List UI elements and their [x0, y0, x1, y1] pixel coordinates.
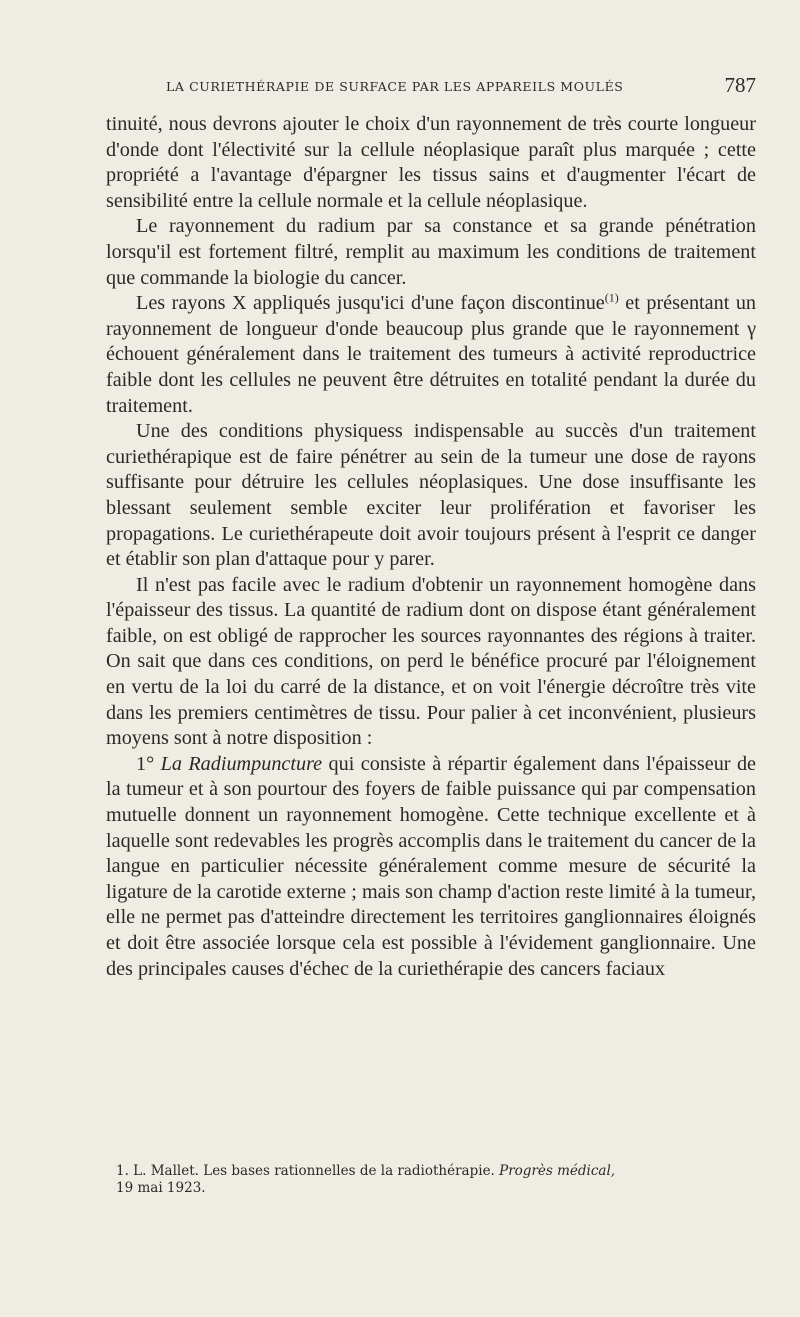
list-number: 1°: [136, 752, 155, 775]
footnote: [98, 1163, 758, 1197]
page-header: [166, 73, 756, 98]
paragraph: Le rayonnement du radium par sa constance et sa grande pénétration lorsqu'il est fortement filtré, remplit au maximum les conditions de traitement que commande la biologie du cancer.: [106, 215, 756, 289]
footnote-text: L. Mallet. Les bases rationnelles de la radiothérapie.: [128, 1163, 500, 1179]
running-title: LA CURIETHÉRAPIE DE SURFACE PAR LES APPAREILS MOULÉS: [166, 79, 624, 94]
paragraph: tinuité, nous devrons ajouter le choix d'un rayonnement de très courte longueur d'onde dont l'électivité sur la cellule néoplasique paraît plus marquée ; cette propriété a l'avantage d'épargner les tissus sains et d'augmenter l'écart de sensibilité entre la cellule normale et la cellule néoplasique.: [106, 113, 756, 212]
paragraph: [106, 752, 756, 982]
paragraph-text: Les rayons X appliqués jusqu'ici d'une façon discontinue: [136, 292, 605, 315]
paragraph-text: et présentant un rayonnement de longueur d'onde beaucoup plus grande que le rayonnement γ échouent généralement dans le traitement des tumeurs à activité reproductrice faible dont les cellules ne peuvent être détruites en totalité pendant la durée du traitement.: [106, 292, 757, 417]
paragraph: [106, 291, 756, 419]
paragraph-text: qui consiste à répartir également dans l'épaisseur de la tumeur et à son pourtour des foyers de faible puissance qui par compensation mutuelle donnent un rayonnement homogène. Cette technique excellente et à laquelle sont redevables les progrès accomplis dans le traitement du cancer de la langue en particulier nécessite généralement comme mesure de sécurité la ligature de la carotide externe ; mais son champ d'action reste limité à la tumeur, elle ne permet pas d'atteindre directement les territoires ganglionnaires éloignés et doit être associée lorsque cela est possible à l'évidement ganglionnaire. Une des principales causes d'échec de la curiethérapie des cancers faciaux: [106, 752, 756, 980]
section-term: La Radiumpuncture: [160, 752, 323, 775]
footnote-date: 19 mai 1923.: [116, 1180, 206, 1196]
page-number: 787: [724, 73, 756, 97]
paragraph: Il n'est pas facile avec le radium d'obtenir un rayonnement homogène dans l'épaisseur des tissus. La quantité de radium dont on dispose étant généralement faible, on est obligé de rapprocher les sources rayonnantes des régions à traiter. On sait que dans ces conditions, on perd le bénéfice procuré par l'éloignement en vertu de la loi du carré de la distance, et on voit l'énergie décroître très vite dans les premiers centimètres de tissu. Pour palier à cet inconvénient, plusieurs moyens sont à notre disposition :: [106, 573, 756, 750]
footnote-journal: Progrès médical,: [499, 1163, 616, 1179]
footnote-number: 1.: [116, 1163, 129, 1179]
body-text: [106, 112, 756, 982]
footnote-reference: (1): [604, 290, 619, 305]
paragraph: Une des conditions physiquess indispensable au succès d'un traitement curiethérapique est de faire pénétrer au sein de la tumeur une dose de rayons suffisante pour détruire les cellules néoplasiques. Une dose insuffisante les blessant seulement semble exciter leur prolifération et favoriser les propagations. Le curiethérapeute doit avoir toujours présent à l'esprit ce danger et établir son plan d'attaque pour y parer.: [106, 420, 756, 571]
footnotes: [98, 1163, 758, 1197]
